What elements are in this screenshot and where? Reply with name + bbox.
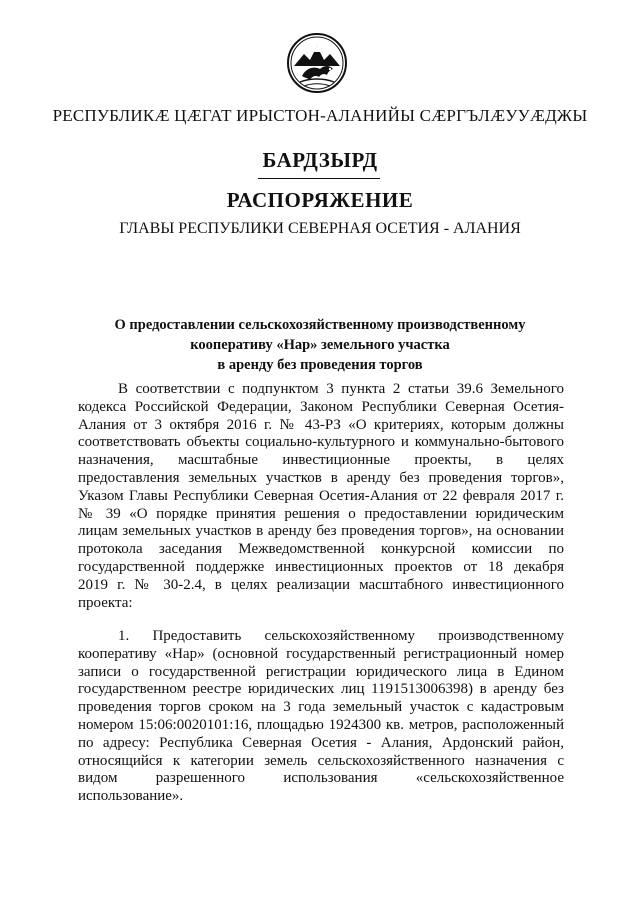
paragraph-line: В соответствии с подпунктом 3 пункта 2 статьи 39.6 Земельного [118,381,564,397]
paragraph-line: государственной поддержке инвестиционных проектов от 18 декабря [78,558,564,575]
paragraph-line: соответствовать объекты социально-культурного и коммунально-бытового [78,434,564,451]
paragraph-line: использование». [78,788,184,805]
document-type-russian: РАСПОРЯЖЕНИЕ [226,188,414,212]
paragraph-line: номером 15:06:0020101:16, площадью 1924300 кв. метров, расположенный [78,716,564,733]
subject-line: в аренду без проведения торгов [217,357,423,373]
preamble-paragraph [78,381,564,612]
paragraph-line: относящийся к категории земель сельскохозяйственного назначения с [78,752,564,769]
paragraph-line: назначения, масштабные инвестиционные проекты, в целях [78,452,564,469]
subject-line: кооперативу «Нар» земельного участка [190,337,450,353]
document-type-ossetian: БАРДЗЫРД [262,148,378,172]
republic-name-ossetian: РЕСПУБЛИКÆ ЦÆГАТ ИРЫСТОН-АЛАНИЙЫ СÆРГЪЛÆУУÆДЖЫ [52,106,588,125]
paragraph-line: по адресу: Республика Северная Осетия - Алания, Ардонский район, [78,734,564,751]
paragraph-line: предоставления земельных участков в аренду без проведения торгов», [78,469,564,486]
paragraph-line: записи о государственной регистрации юридического лица в Едином [78,663,564,680]
paragraph-line: кооперативу «Нар» (основной государственный регистрационный номер [78,645,564,662]
paragraph-line: Указом Главы Республики Северная Осетия-Алания от 22 февраля 2017 г. [78,487,564,504]
paragraph-line: кодекса Российской Федерации, Законом Республики Северная Осетия- [78,398,564,415]
paragraph-line: Алания от 3 октября 2016 г. № 43-РЗ «О критериях, которым должны [78,416,564,433]
paragraph-line: № 39 «О порядке принятия решения о предоставлении юридическим [78,505,564,522]
issuer-line: ГЛАВЫ РЕСПУБЛИКИ СЕВЕРНАЯ ОСЕТИЯ - АЛАНИЯ [119,220,521,237]
paragraph-line: проведения торгов сроком на 3 года земельный участок с кадастровым [78,699,564,716]
paragraph-line: протокола заседания Межведомственной конкурсной комиссии по [78,541,564,558]
paragraph-line: 2019 г. № 30-2.4, в целях реализации масштабного инвестиционного [78,576,564,593]
paragraph-line: проекта: [78,594,133,611]
clause-1-paragraph [78,628,564,806]
coat-of-arms-icon [286,32,348,94]
title-divider [258,178,380,179]
paragraph-line: 1. Предоставить сельскохозяйственному производственному [118,628,564,644]
subject-line: О предоставлении сельскохозяйственному производственному [114,317,526,333]
paragraph-line: лицам земельных участков в аренду без проведения торгов», на основании [78,523,564,540]
document-subject [80,315,560,375]
paragraph-line: видом разрешенного использования «сельскохозяйственное [78,770,564,787]
paragraph-line: государственном реестре юридических лиц 1191513006398) в аренду без [78,681,564,698]
